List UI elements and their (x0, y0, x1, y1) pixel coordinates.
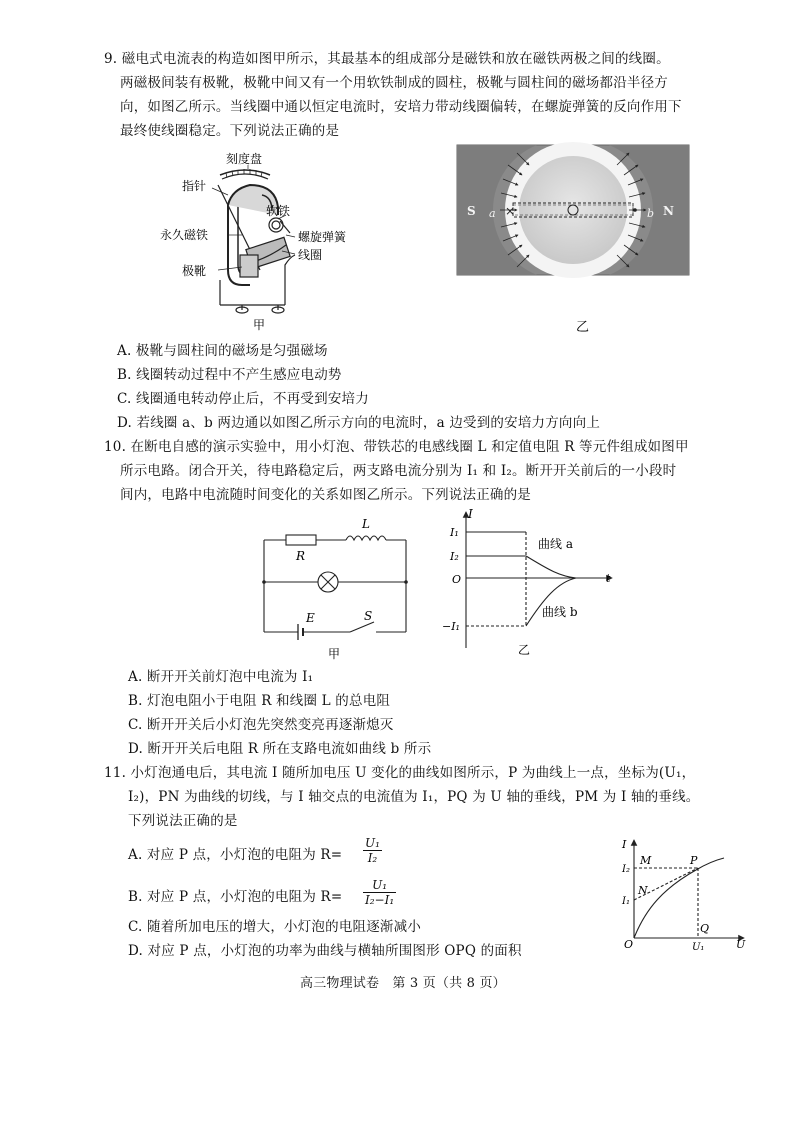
iu-label-u: U (736, 938, 746, 951)
caption-jia-9: 甲 (253, 318, 266, 332)
circuit-diagram (258, 510, 418, 660)
circuit-label-e: E (306, 611, 315, 625)
q10-option-a: A. 断开开关前灯泡中电流为 I₁ (128, 669, 314, 685)
q9-line-4: 最终使线圈稳定。下列说法正确的是 (120, 123, 340, 139)
fraction-b-denominator: I₂−I₁ (365, 893, 395, 907)
q9-option-c: C. 线圈通电转动停止后，不再受到安培力 (117, 391, 369, 407)
svg-text:×: × (505, 204, 516, 218)
graph-label-o: O (452, 573, 462, 586)
q9-line-2: 两磁极间装有极靴，极靴中间又有一个用软铁制成的圆柱，极靴与圆柱间的磁场都沿半径方 (120, 75, 668, 91)
label-magnet: 永久磁铁 (160, 228, 209, 242)
q10-option-c: C. 断开开关后小灯泡先突然变亮再逐渐熄灭 (128, 717, 394, 733)
graph-label-i1: I₁ (450, 526, 459, 539)
iu-label-i2: I₂ (622, 864, 630, 875)
caption-yi-10: 乙 (518, 643, 531, 657)
iu-label-p: P (690, 854, 698, 867)
circuit-label-r: R (296, 549, 306, 563)
label-pole-shoe: 极靴 (182, 264, 207, 278)
label-a: a (489, 207, 496, 220)
q10-line-1: 10. 在断电自感的演示实验中，用小灯泡、带铁芯的电感线圈 L 和定值电阻 R 等元件组成如图甲 (104, 439, 689, 455)
iu-label-q: Q (700, 922, 710, 935)
q9-option-a: A. 极靴与圆柱间的磁场是匀强磁场 (117, 343, 328, 359)
label-coil: 线圈 (298, 248, 323, 262)
q11-option-a-fraction (363, 836, 382, 865)
iu-label-u1: U₁ (692, 942, 705, 953)
q11-option-b-text: B. 对应 P 点，小灯泡的电阻为 R= (128, 889, 343, 905)
label-pointer: 指针 (182, 179, 207, 193)
iu-curve-graph (620, 838, 754, 956)
iu-label-o: O (624, 938, 634, 951)
caption-jia-10: 甲 (328, 647, 341, 661)
current-time-graph (442, 507, 618, 658)
label-s-pole: S (467, 204, 476, 218)
graph-label-curve-a: 曲线 a (538, 537, 573, 551)
fraction-a-numerator: U₁ (365, 836, 380, 850)
graph-label-i: I (468, 507, 473, 521)
q11-option-a-text: A. 对应 P 点，小灯泡的电阻为 R= (128, 847, 343, 863)
graph-label-curve-b: 曲线 b (542, 605, 578, 619)
page-footer: 高三物理试卷 第 3 页（共 8 页） (300, 976, 506, 991)
circuit-label-s: S (364, 609, 373, 623)
q11-line-3: 下列说法正确的是 (128, 813, 238, 829)
q11-option-d: D. 对应 P 点，小灯泡的功率为曲线与横轴所围图形 OPQ 的面积 (128, 943, 522, 959)
graph-label-t: t (606, 572, 611, 585)
label-spring: 螺旋弹簧 (298, 230, 347, 244)
q9-option-b: B. 线圈转动过程中不产生感应电动势 (117, 367, 342, 383)
iu-label-i: I (622, 838, 627, 851)
fraction-b-numerator: U₁ (363, 878, 396, 893)
q9-option-d: D. 若线圈 a、b 两边通以如图乙所示方向的电流时，a 边受到的安培力方向向上 (117, 415, 601, 431)
graph-label-neg-i1: −I₁ (442, 620, 460, 633)
label-soft-iron: 软铁 (266, 204, 291, 218)
circuit-label-l: L (362, 517, 370, 531)
q10-option-d: D. 断开开关后电阻 R 所在支路电流如曲线 b 所示 (128, 741, 432, 757)
q10-option-b: B. 灯泡电阻小于电阻 R 和线圈 L 的总电阻 (128, 693, 391, 709)
q9-line-1: 9. 磁电式电流表的构造如图甲所示，其最基本的组成部分是磁铁和放在磁铁两极之间的线圈。 (104, 51, 670, 67)
iu-label-n: N (638, 884, 648, 897)
galvanometer-figure (150, 145, 370, 335)
q10-line-2: 所示电路。闭合开关，待电路稳定后，两支路电流分别为 I₁ 和 I₂。断开开关前后的一小段时 (120, 463, 677, 479)
q11-line-2: I₂)，PN 为曲线的切线，与 I 轴交点的电流值为 I₁，PQ 为 U 轴的垂线，PM 为 I 轴的垂线。 (128, 789, 700, 805)
fraction-a-denominator: I₂ (367, 851, 378, 865)
q11-line-1: 11. 小灯泡通电后，其电流 I 随所加电压 U 变化的曲线如图所示，P 为曲线上一点，坐标为(U₁， (104, 765, 696, 781)
iu-label-i1: I₁ (622, 896, 630, 907)
q11-option-c: C. 随着所加电压的增大，小灯泡的电阻逐渐减小 (128, 919, 422, 935)
radial-field-figure (457, 145, 689, 335)
q11-option-b-fraction (363, 878, 396, 907)
label-n-pole: N (663, 204, 674, 218)
q10-line-3: 间内，电路中电流随时间变化的关系如图乙所示。下列说法正确的是 (120, 487, 531, 503)
graph-label-i2: I₂ (450, 550, 459, 563)
caption-yi-9: 乙 (576, 320, 590, 335)
label-b: b (647, 207, 655, 220)
label-scale: 刻度盘 (226, 152, 263, 166)
q9-line-3: 向，如图乙所示。当线圈中通以恒定电流时，安培力带动线圈偏转，在螺旋弹簧的反向作用下 (120, 99, 682, 115)
iu-label-m: M (640, 854, 652, 867)
